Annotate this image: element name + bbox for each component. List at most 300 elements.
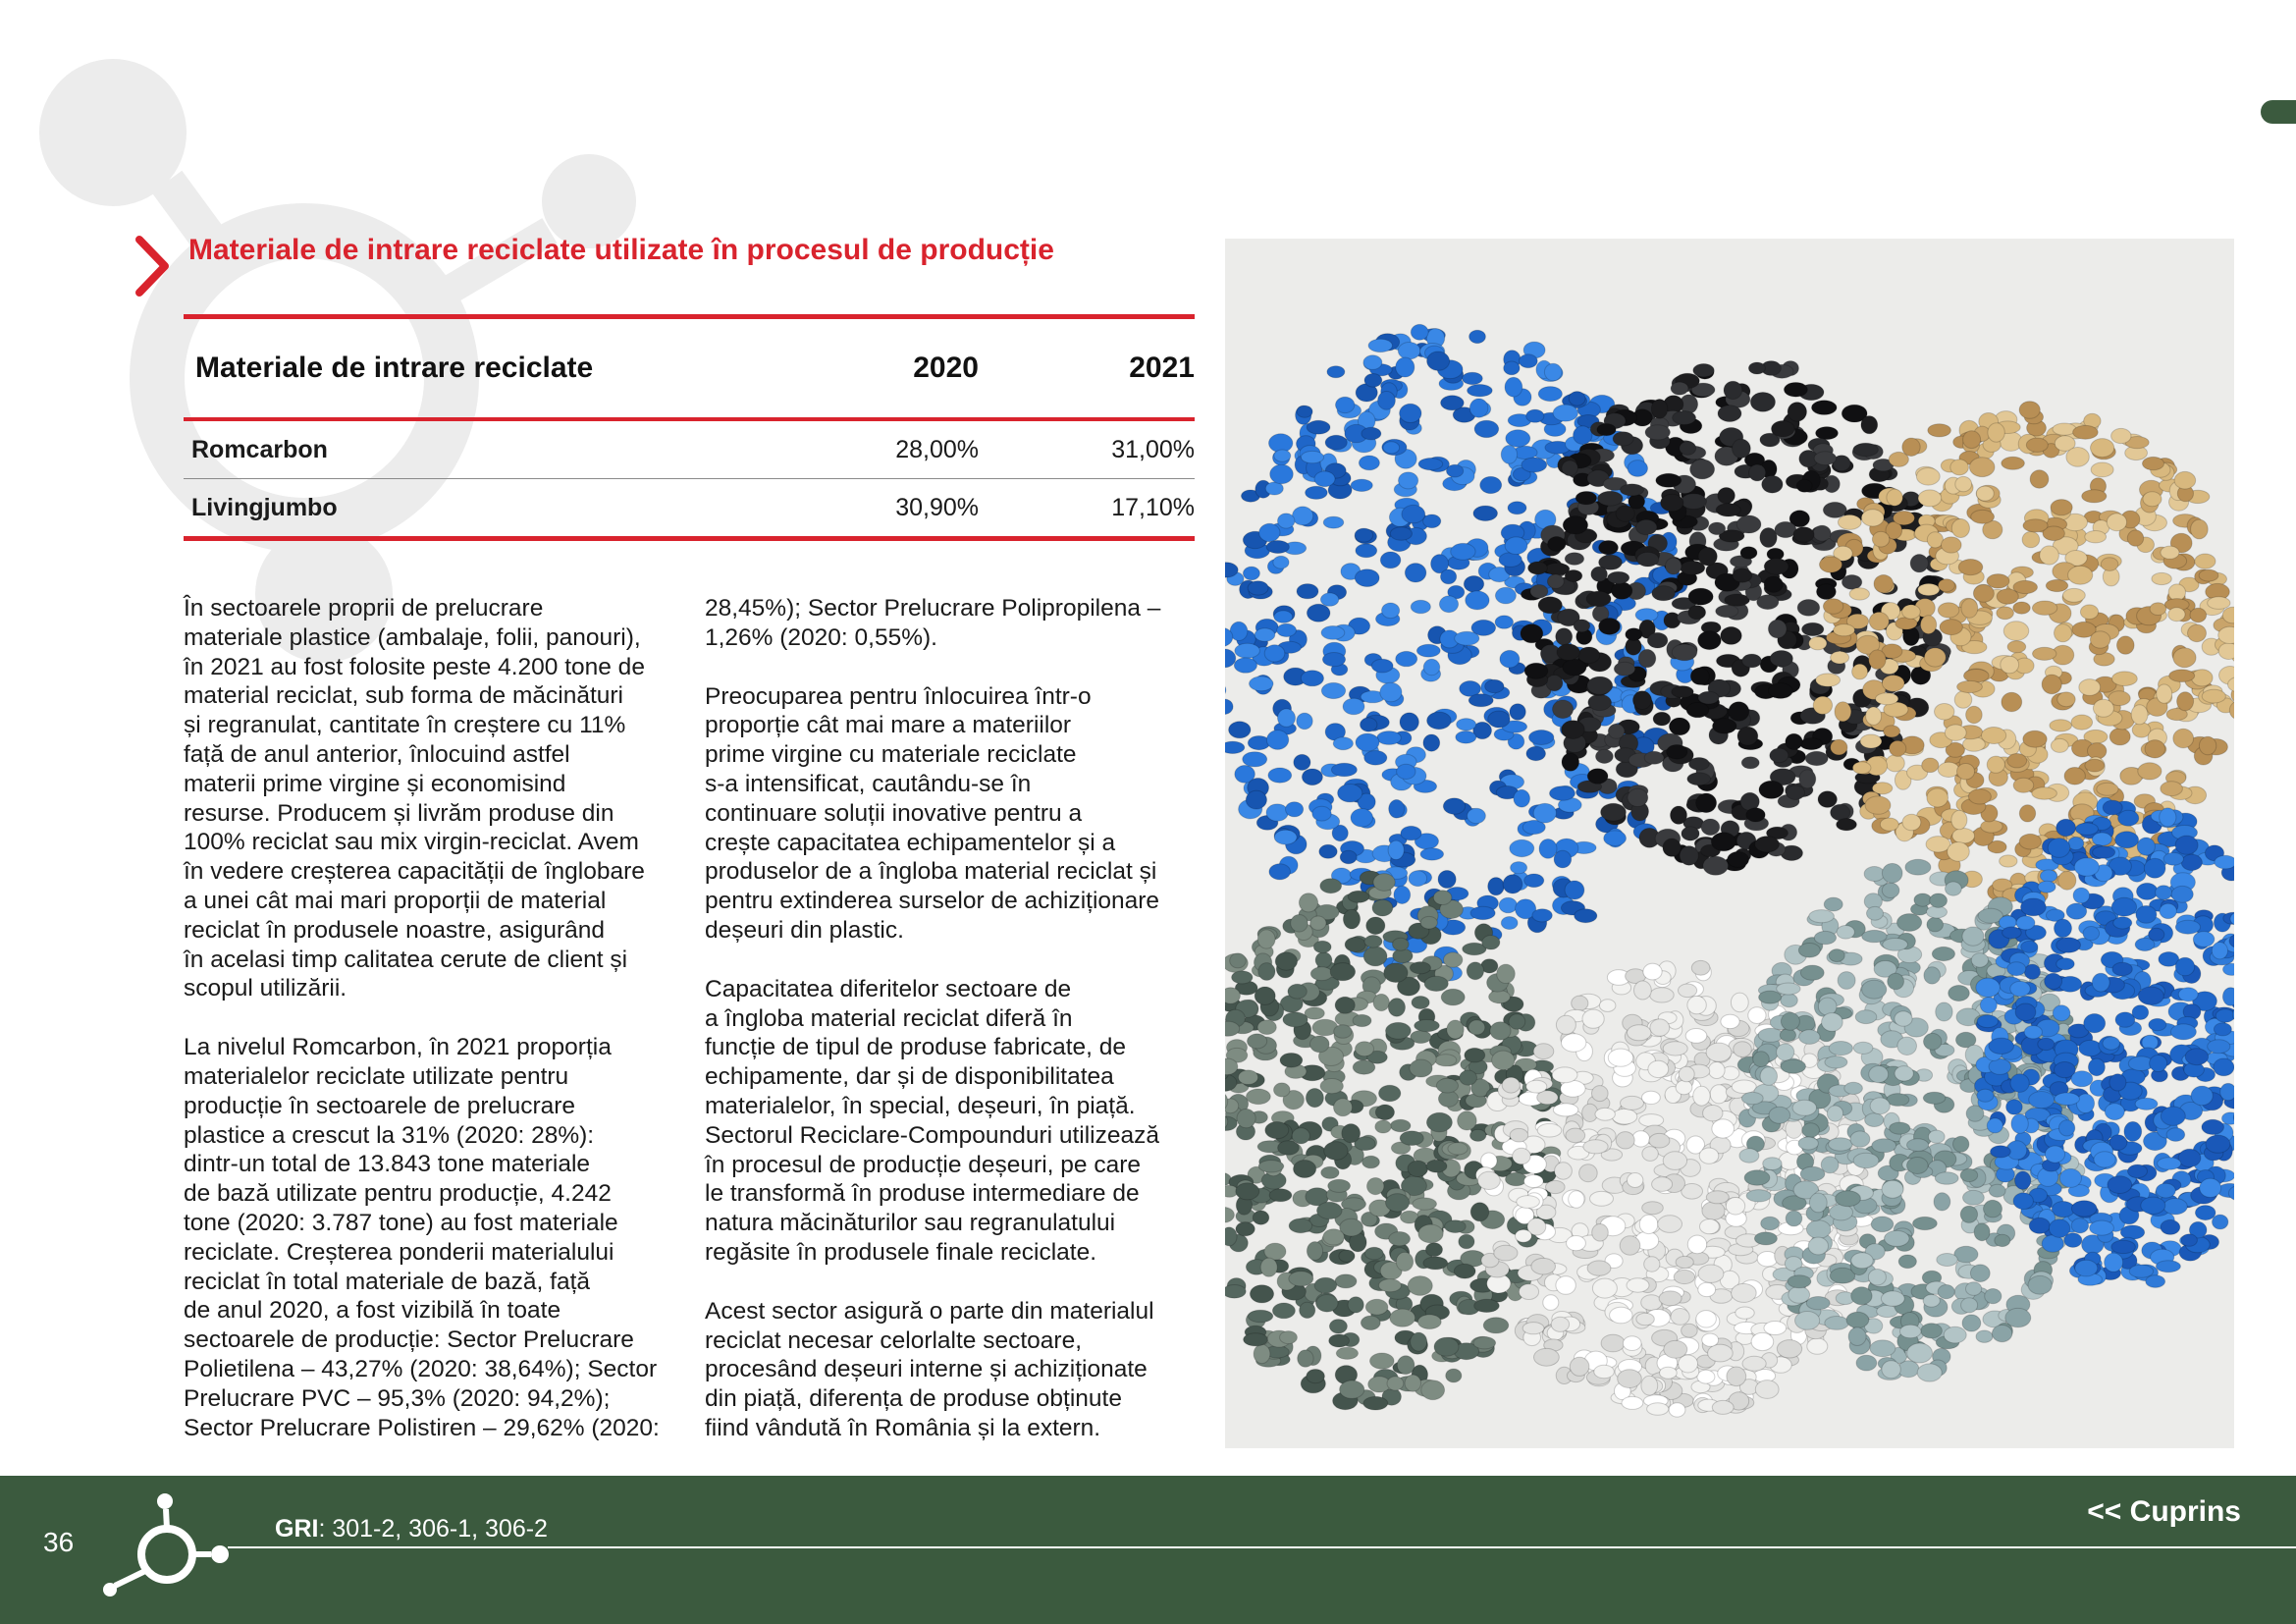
pellet [1340,1380,1364,1398]
pellet [1441,989,1465,1005]
pellet [2019,402,2040,419]
pellet [1321,682,1345,698]
pellet [1702,1333,1719,1346]
pellet [2091,439,2114,458]
pellet [1423,734,1440,751]
pellet [1565,570,1582,582]
pellet [1793,527,1814,543]
pellet [2141,1197,2165,1214]
pellet [1366,917,1385,935]
pellet [1411,600,1430,614]
pellet [1923,1295,1940,1308]
pellet [1322,653,1345,667]
pellet [1562,460,1577,476]
pellet [1336,397,1355,412]
pellet [1764,559,1789,575]
pellet [1426,1112,1452,1132]
pellet [1465,1048,1485,1062]
pellet [1706,1191,1729,1204]
pellet [1642,1147,1658,1162]
pellet [2112,672,2138,686]
pellet [2222,988,2234,1006]
pellet [1902,814,1921,831]
pellet [1297,713,1312,730]
pellet [1272,1303,1295,1319]
pellet [1264,1243,1286,1260]
pellet [1907,1158,1929,1174]
pellet [1749,464,1766,481]
pellet [1727,1367,1746,1386]
pellet [1359,456,1379,470]
pellet [1851,1287,1872,1305]
pellet [1663,839,1681,856]
pellet [1661,494,1683,512]
pellet [1870,1340,1896,1357]
pellet [1760,1067,1777,1086]
pellet [1763,1158,1782,1170]
pellet [1595,1108,1615,1120]
pellet [1393,938,1410,950]
pellet [2045,973,2062,989]
pellet [1916,468,1940,486]
pellet [1247,1089,1271,1105]
pellet [1721,626,1742,644]
pellet [1468,1020,1485,1035]
pellet [1388,840,1404,859]
pellet [2111,428,2131,443]
pellet [1579,1164,1598,1182]
pellet [1897,1037,1917,1055]
pellet [1478,1171,1501,1189]
pellet [1497,964,1516,983]
pellet [1897,914,1922,932]
pellet [2149,1018,2166,1030]
pellet [1410,1059,1432,1077]
pellet [1950,460,1969,475]
pellet [1658,1216,1682,1233]
pellet [1627,1278,1649,1292]
pellet [1886,755,1904,772]
pellet [1741,757,1759,769]
contents-link[interactable]: << Cuprins [2087,1495,2241,1528]
pellet [1842,575,1861,590]
pellet [1712,1400,1734,1414]
pellet [2013,580,2038,593]
pellet [1951,810,1967,829]
pellet [1418,459,1443,470]
pellet [1712,1119,1735,1138]
pellet [1968,789,1991,804]
pellet [1732,1080,1756,1094]
pellet [1867,906,1884,920]
pellet [1924,648,1946,667]
pellet [2156,1183,2175,1198]
pellet [1538,387,1562,402]
pellet [2029,1092,2055,1109]
pellet [2040,546,2059,565]
pellet [1509,1014,1525,1030]
pellet [1746,808,1765,822]
pellet [1850,1131,1870,1147]
pellet [1852,762,1871,774]
pellet [2090,1220,2114,1235]
pellet [1853,1042,1873,1054]
pellet [1834,624,1855,636]
pellet [1324,1142,1348,1161]
pellet [1768,620,1787,638]
pellet [1438,871,1456,889]
pellet [1699,1148,1719,1164]
pellet [2129,1265,2153,1277]
pellet [1283,1012,1308,1027]
pellet [1813,696,1832,714]
pellet [1268,768,1292,783]
pellet [1294,1161,1316,1178]
pellet [1808,1237,1828,1255]
pellet [1620,1236,1640,1255]
pellet [1547,574,1564,588]
pellet [1575,492,1596,505]
pellet [1427,712,1452,730]
pellet [1334,1025,1352,1039]
pellet [1935,704,1954,721]
pellet [1985,1289,2002,1304]
pellet [1409,871,1427,887]
pellet [1519,354,1537,368]
footer-rule [228,1546,2296,1548]
paragraph: La nivelul Romcarbon, în 2021 proporția materialelor reciclate utilizate pentru producție în sectoarele de prelucrare plastice a crescut la 31% (2020: 28%): dintr-un total de 13.843 tone materiale de bază utilizate pentru producție, 4.242 tone (2020: 3.787 tone) au fost materiale reciclate. Creșterea ponderii materialului reciclat în total materiale de bază, față de anul 2020, a fost vizibilă în toate sectoarele de producție: Sector Prelucrare Polietilena – 43,27% (2020: 38,64%); Sector Prelucrare PVC – 95,3% (2020: 94,2%); Sector Prelucrare Polistiren – 29,62% (2020: [184,1034,660,1441]
pellet [1293,507,1313,525]
pellet [1356,1042,1374,1056]
pellet [1355,569,1379,587]
pellet [2055,919,2072,938]
pellet [2143,492,2162,507]
pellet [1510,704,1525,721]
pellet [1938,1285,1954,1299]
pellet [1505,537,1527,555]
pellet [1482,936,1500,949]
pellet [1587,1261,1611,1275]
table-bottom-rule [184,536,1195,541]
pellet [2057,692,2075,707]
pellet [1957,764,1975,780]
pellet [1463,372,1483,384]
pellet [1388,999,1405,1017]
pellet [1574,426,1592,445]
pellet [1446,1369,1462,1382]
pellet [1626,628,1642,641]
pellet [1866,707,1882,725]
pellet [1604,831,1627,846]
pellet [1853,1153,1879,1167]
pellet [1649,1133,1670,1148]
pellet [2143,457,2164,469]
pellet [1825,1056,1847,1068]
pellet [1481,1153,1497,1168]
pellet [1468,808,1486,823]
pellet [2206,1135,2230,1153]
pellet [1806,1220,1831,1239]
pellet [2029,1218,2050,1233]
pellet [1483,1318,1509,1333]
pellet [1674,1270,1694,1283]
pellet [2021,898,2047,916]
pellet [1805,751,1828,765]
pellet [1343,698,1364,715]
pellet [1390,1119,1411,1131]
pellet [1757,595,1779,610]
pellet [1544,363,1562,381]
pellet [2120,1225,2144,1239]
pellet [1301,671,1323,686]
pellet [1307,1242,1322,1261]
pellet [1266,541,1289,554]
pellet [1663,1042,1687,1056]
pellet [1813,525,1831,541]
pellet [1362,1156,1380,1168]
pellet [1329,1320,1347,1333]
pellet [2053,1005,2070,1021]
pellet [1645,425,1670,440]
pellet [1590,1191,1614,1206]
pellet [1734,1042,1752,1057]
pellet [2161,782,2183,796]
pellet [1289,1272,1313,1286]
pellet [1687,996,1706,1013]
pellet [1258,1161,1284,1172]
pellet [1343,909,1360,929]
pellet [1608,571,1629,583]
pellet [1984,1200,2002,1218]
pellet [2161,1107,2185,1125]
pellet [1698,631,1722,650]
pellet [1361,718,1377,731]
pellet [1225,988,1240,1003]
pellet [2092,833,2111,845]
pellet [1837,926,1854,940]
pellet [1372,899,1393,916]
pellet [1436,1078,1458,1093]
footer-bar [0,1476,2296,1624]
pellet [1876,693,1898,705]
pellet [1922,758,1939,773]
pellet [1864,867,1885,882]
pellet [1663,1152,1686,1170]
pellet [2136,906,2157,924]
pellet [1278,1141,1300,1156]
pellet [1623,1336,1641,1351]
pellet [1529,731,1554,745]
plastic-pellets-photo [1225,239,2234,1448]
pellet [1872,1139,1896,1153]
pellet [2160,903,2176,918]
pellet [1816,674,1841,686]
pellet [1798,944,1820,958]
pellet [1367,1178,1384,1195]
pellet [1755,837,1780,852]
pellet [1434,1337,1459,1356]
pellet [1829,949,1844,962]
pellet [2056,938,2081,952]
pellet [1848,1327,1866,1346]
pellet [1788,1275,1811,1288]
pellet [1363,355,1382,370]
pellet [1259,523,1280,541]
pellet [1997,607,2014,620]
pellet [1966,706,1983,723]
pellet [1274,1083,1291,1097]
pellet [1246,790,1266,809]
pellet [1989,1038,2014,1054]
pellet [1250,1285,1273,1303]
pellet [1531,1258,1556,1274]
pellet [1669,718,1689,735]
pellet [1501,446,1517,464]
pellet [1831,651,1849,664]
pellet [1505,377,1522,397]
pellet [1236,1222,1255,1236]
pellet [1569,1191,1584,1209]
pellet [2028,1275,2052,1294]
pellet [1817,584,1837,600]
pellet [2150,603,2166,616]
pellet [1416,644,1440,657]
pellet [1551,1317,1569,1331]
pellet [1982,728,2006,744]
pellet [1995,1234,2010,1246]
pellet [2055,1093,2080,1106]
pellet [1616,506,1634,521]
row-value-2020: 28,00% [895,435,979,463]
pellet [1317,1202,1343,1218]
pellet [2056,958,2074,970]
pellet [1827,1106,1842,1121]
pellet [1788,403,1806,422]
pellet [2161,546,2179,559]
pellet [1469,330,1486,343]
pellet [2200,1178,2221,1197]
pellet [1637,552,1659,567]
pellet [1280,1331,1298,1344]
pellet [1517,1196,1540,1209]
pellet [1676,1080,1692,1095]
pellet [2085,531,2107,543]
pellet [1294,754,1310,770]
pellet [1755,1380,1779,1399]
pellet [1852,664,1868,679]
pellet [2083,927,2100,941]
pellet [1371,659,1393,673]
pellet [2066,448,2089,467]
pellet [1598,491,1624,506]
pellet [1710,1085,1728,1104]
pellet [1390,1309,1415,1326]
pellet [2024,1026,2042,1039]
pellet [1257,930,1275,948]
pellet [1758,1028,1783,1042]
pellet [2152,572,2171,584]
pellet [2006,1100,2023,1114]
pellet [2097,783,2118,795]
pellet [1726,1198,1744,1216]
pellet [1741,1092,1763,1104]
pellet [1499,553,1522,568]
pellet [2093,846,2115,858]
pellet [1401,826,1421,839]
pellet [1696,1311,1717,1327]
pellet [1831,739,1847,755]
pellet [1698,691,1719,704]
pellet [1780,1029,1795,1042]
table-header [184,319,1195,417]
pellet [1396,1252,1413,1271]
pellet [2109,1074,2126,1091]
pellet [1733,568,1752,582]
pellet [1306,486,1328,499]
pellet [1410,962,1430,974]
pellet [1976,486,1994,501]
pellet [2016,916,2035,930]
pellet [1882,676,1904,692]
pellet [1594,1365,1615,1378]
pellet [1336,1347,1358,1359]
pellet [1532,909,1552,922]
pellet [1759,781,1784,798]
pellet [2212,943,2227,959]
pellet [1787,785,1805,800]
pellet [1612,1109,1637,1124]
row-name: Livingjumbo [191,493,338,521]
pellet [1666,558,1682,574]
pellet [1494,1245,1518,1261]
pellet [1264,645,1285,662]
pellet [1612,582,1632,599]
pellet [1255,628,1275,641]
pellet [1330,963,1355,981]
pellet [1764,1322,1787,1335]
pellet [2222,1112,2235,1124]
pellet [1829,1138,1853,1151]
pellet [2113,917,2132,929]
pellet [1426,1160,1447,1172]
pellet [2195,1206,2216,1220]
pellet [1413,1198,1437,1210]
pellet [1894,512,1915,525]
pellet [2115,1012,2135,1027]
pellet [1880,818,1898,831]
pellet [1851,1253,1873,1269]
pellet [1736,515,1761,533]
pellet [1225,1208,1234,1223]
pellet [1426,1243,1443,1257]
pellet [1887,489,1902,506]
pellet [1458,1111,1477,1130]
pellet [1688,588,1713,605]
pellet [1928,424,1951,437]
pellet [1522,458,1547,472]
pellet [1538,597,1562,614]
body-column-right [705,594,1201,1473]
pellet [1664,1340,1687,1358]
pellet [2048,839,2070,858]
row-name: Romcarbon [191,435,328,463]
pellet [1837,819,1857,831]
pellet [2175,836,2198,854]
pellet [1653,712,1671,726]
pellet [1698,1282,1716,1296]
pellet [1740,547,1757,560]
pellet [1926,837,1950,852]
